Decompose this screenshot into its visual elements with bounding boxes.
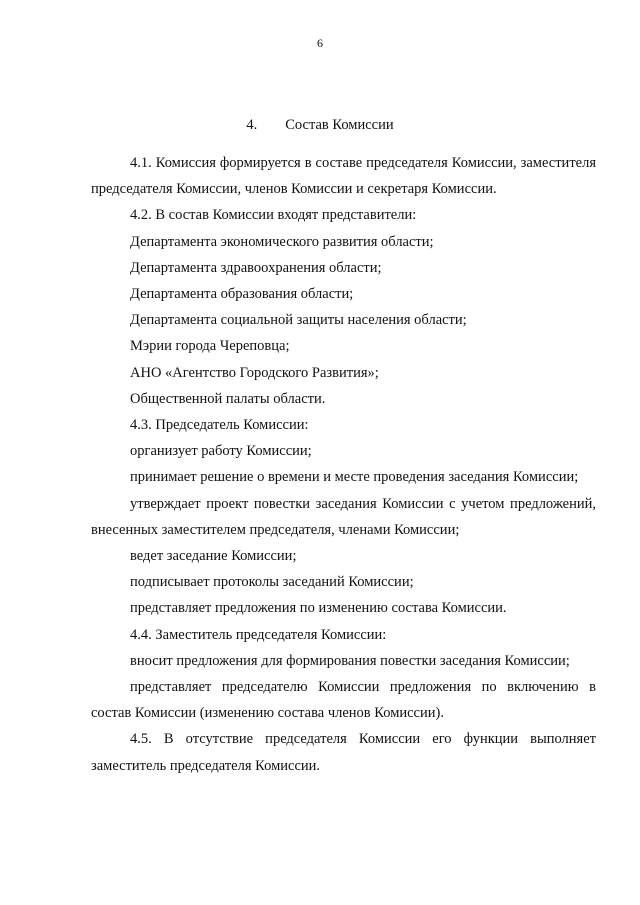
list-item: утверждает проект повестки заседания Комиссии с учетом предложений, внесенных заместителем председателя, членами Комиссии;: [91, 495, 596, 538]
list-item: вносит предложения для формирования повестки заседания Комиссии;: [130, 652, 570, 669]
list-item: организует работу Комиссии;: [130, 443, 312, 460]
list-item: Департамента образования области;: [130, 286, 354, 303]
paragraph-4-5: 4.5. В отсутствие председателя Комиссии его функции выполняет заместитель председателя Комиссии.: [91, 731, 596, 774]
list-item: Департамента здравоохранения области;: [130, 259, 382, 276]
list-item: представляет председателю Комиссии предложения по включению в состав Комиссии (изменению состава членов Комиссии).: [91, 679, 596, 722]
list-item: Мэрии города Череповца;: [130, 338, 290, 355]
paragraph-4-4: 4.4. Заместитель председателя Комиссии:: [130, 626, 387, 643]
paragraph-4-2: 4.2. В состав Комиссии входят представители:: [130, 207, 417, 224]
list-item: Департамента экономического развития области;: [130, 233, 434, 250]
section-title: Состав Комиссии: [285, 117, 394, 133]
section-heading: [0, 117, 640, 134]
document-body: [91, 150, 596, 779]
list-item: представляет предложения по изменению состава Комиссии.: [130, 600, 507, 617]
list-item: ведет заседание Комиссии;: [130, 548, 297, 565]
list-item: подписывает протоколы заседаний Комиссии;: [130, 574, 414, 591]
paragraph-4-1: 4.1. Комиссия формируется в составе председателя Комиссии, заместителя председателя Комиссии, членов Комиссии и секретаря Комиссии.: [91, 155, 596, 198]
paragraph-4-3: 4.3. Председатель Комиссии:: [130, 417, 309, 434]
list-item: АНО «Агентство Городского Развития»;: [130, 364, 379, 381]
list-item: Общественной палаты области.: [130, 390, 326, 407]
list-item: принимает решение о времени и месте проведения заседания Комиссии;: [130, 469, 579, 486]
list-item: Департамента социальной защиты населения области;: [130, 312, 467, 329]
section-number: 4.: [246, 117, 258, 133]
page-number: 6: [317, 36, 323, 50]
